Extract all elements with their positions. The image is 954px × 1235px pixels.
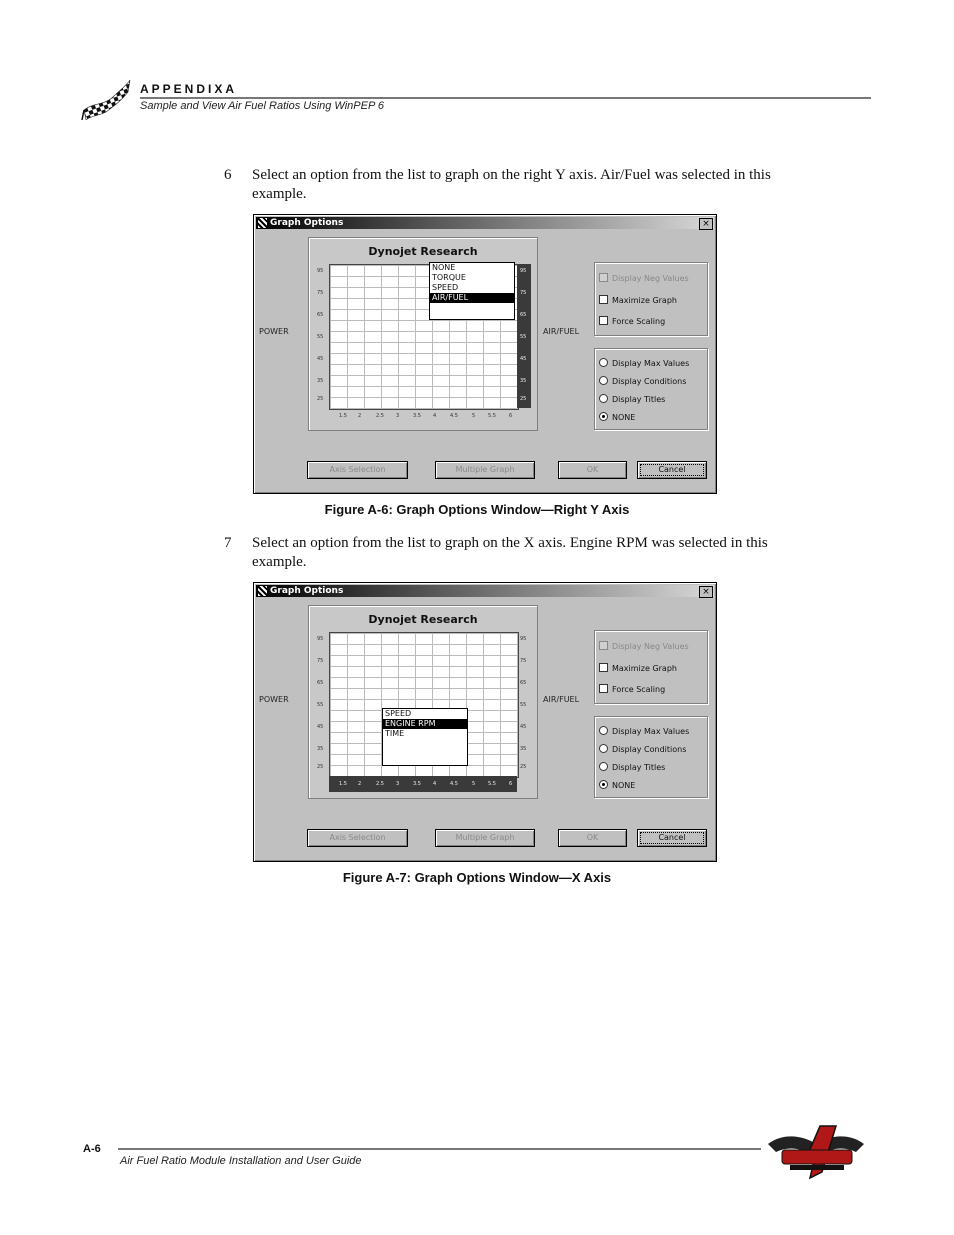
close-icon[interactable]: × xyxy=(699,218,713,230)
x-tick: 2.5 xyxy=(376,413,384,419)
force-scaling-checkbox[interactable]: Force Scaling xyxy=(599,316,665,326)
y-axis-right xyxy=(517,632,531,776)
x-tick: 2 xyxy=(358,413,362,419)
graph-options-group xyxy=(594,630,708,704)
graph-options-window-right-y xyxy=(253,214,717,494)
checkbox-icon xyxy=(599,663,608,672)
y-tick: 25 xyxy=(317,396,324,402)
right-axis-label: AIR/FUEL xyxy=(543,695,580,704)
checkbox-icon xyxy=(599,273,608,282)
y-tick: 75 xyxy=(317,658,324,664)
left-axis-label: POWER xyxy=(259,327,289,336)
x-tick: 4 xyxy=(433,781,437,787)
multiple-graph-button[interactable]: Multiple Graph xyxy=(435,461,535,479)
x-axis xyxy=(329,410,517,422)
y-tick: 65 xyxy=(317,312,324,318)
y-tick: 35 xyxy=(317,746,324,752)
axis-selection-button[interactable]: Axis Selection xyxy=(307,829,408,847)
x-tick: 5 xyxy=(472,781,476,787)
list-item[interactable]: TORQUE xyxy=(432,273,466,282)
y-tick: 25 xyxy=(317,764,324,770)
display-neg-values-checkbox[interactable]: Display Neg Values xyxy=(599,273,689,283)
footer-title: Air Fuel Ratio Module Installation and User Guide xyxy=(120,1155,362,1167)
x-tick: 4 xyxy=(433,413,437,419)
y-tick: 45 xyxy=(317,356,324,362)
checkbox-icon xyxy=(599,316,608,325)
y-tick: 95 xyxy=(317,268,324,274)
none-radio[interactable]: NONE xyxy=(599,412,635,422)
display-conditions-radio[interactable]: Display Conditions xyxy=(599,376,686,386)
maximize-graph-checkbox[interactable]: Maximize Graph xyxy=(599,295,677,305)
graph-title: Dynojet Research xyxy=(368,613,478,626)
display-max-values-radio[interactable]: Display Max Values xyxy=(599,358,689,368)
y-tick: 75 xyxy=(520,290,527,296)
y-tick: 65 xyxy=(317,680,324,686)
cancel-button[interactable]: Cancel xyxy=(637,461,707,479)
y-tick: 95 xyxy=(317,636,324,642)
axis-option-list[interactable] xyxy=(429,262,515,320)
force-scaling-checkbox[interactable]: Force Scaling xyxy=(599,684,665,694)
x-tick: 5 xyxy=(472,413,476,419)
step-text: Select an option from the list to graph on the X axis. Engine RPM was selected in this example. xyxy=(252,535,768,570)
graph-preview xyxy=(308,237,538,431)
radio-icon xyxy=(599,726,608,735)
y-tick: 25 xyxy=(520,764,527,770)
graph-preview xyxy=(308,605,538,799)
header-section: APPENDIXA xyxy=(140,82,238,96)
y-tick: 55 xyxy=(520,702,527,708)
x-tick: 6 xyxy=(509,413,513,419)
checkbox-icon xyxy=(599,295,608,304)
step-number: 6 xyxy=(224,167,232,183)
header-subtitle: Sample and View Air Fuel Ratios Using WinPEP 6 xyxy=(140,100,385,112)
x-axis-selected[interactable] xyxy=(329,776,517,792)
display-titles-radio[interactable]: Display Titles xyxy=(599,762,665,772)
x-tick: 3 xyxy=(396,781,400,787)
radio-icon xyxy=(599,376,608,385)
graph-title: Dynojet Research xyxy=(368,245,478,258)
x-tick: 5.5 xyxy=(488,781,496,787)
graph-options-window-x-axis xyxy=(253,582,717,862)
axis-selection-button[interactable]: Axis Selection xyxy=(307,461,408,479)
cancel-button[interactable]: Cancel xyxy=(637,829,707,847)
list-item-selected[interactable]: AIR/FUEL xyxy=(430,293,514,303)
radio-selected-icon xyxy=(599,780,608,789)
y-tick: 75 xyxy=(317,290,324,296)
y-tick: 75 xyxy=(520,658,527,664)
y-tick: 45 xyxy=(520,724,527,730)
x-tick: 4.5 xyxy=(450,413,458,419)
right-axis-label: AIR/FUEL xyxy=(543,327,580,336)
y-axis-left xyxy=(317,632,329,776)
window-titlebar xyxy=(256,585,714,597)
header-rule xyxy=(140,97,871,99)
checkbox-icon xyxy=(599,641,608,650)
radio-icon xyxy=(599,394,608,403)
y-axis-left xyxy=(317,264,329,408)
y-tick: 55 xyxy=(520,334,527,340)
y-tick: 35 xyxy=(317,378,324,384)
app-icon xyxy=(258,586,267,596)
x-tick: 3 xyxy=(396,413,400,419)
app-icon xyxy=(258,218,267,228)
y-tick: 55 xyxy=(317,702,324,708)
y-tick: 95 xyxy=(520,268,527,274)
display-options-group xyxy=(594,716,708,798)
axis-option-list[interactable] xyxy=(382,708,468,766)
list-item[interactable]: SPEED xyxy=(385,709,412,718)
y-tick: 25 xyxy=(520,396,527,402)
list-item[interactable]: TIME xyxy=(385,729,405,738)
ok-button[interactable]: OK xyxy=(558,829,627,847)
figure-caption: Figure A-6: Graph Options Window—Right Y Axis xyxy=(324,502,630,517)
x-tick: 1.5 xyxy=(339,781,347,787)
x-tick: 3.5 xyxy=(413,413,421,419)
maximize-graph-checkbox[interactable]: Maximize Graph xyxy=(599,663,677,673)
y-axis-right-selected[interactable] xyxy=(517,264,531,408)
y-tick: 45 xyxy=(520,356,527,362)
radio-icon xyxy=(599,762,608,771)
y-tick: 55 xyxy=(317,334,324,340)
x-tick: 3.5 xyxy=(413,781,421,787)
display-conditions-radio[interactable]: Display Conditions xyxy=(599,744,686,754)
ok-button[interactable]: OK xyxy=(558,461,627,479)
y-tick: 35 xyxy=(520,746,527,752)
list-item-selected[interactable]: ENGINE RPM xyxy=(383,719,467,729)
page-number: A-6 xyxy=(83,1143,101,1155)
step-number: 7 xyxy=(224,535,232,551)
display-options-group xyxy=(594,348,708,430)
y-tick: 45 xyxy=(317,724,324,730)
y-tick: 95 xyxy=(520,636,527,642)
y-tick: 65 xyxy=(520,680,527,686)
figure-caption: Figure A-7: Graph Options Window—X Axis xyxy=(342,870,612,885)
x-tick: 2 xyxy=(358,781,362,787)
dynojet-logo-icon xyxy=(764,1122,868,1180)
close-icon[interactable]: × xyxy=(699,586,713,598)
display-titles-radio[interactable]: Display Titles xyxy=(599,394,665,404)
left-axis-label: POWER xyxy=(259,695,289,704)
x-tick: 2.5 xyxy=(376,781,384,787)
list-item[interactable]: NONE xyxy=(432,263,456,272)
x-tick: 4.5 xyxy=(450,781,458,787)
display-max-values-radio[interactable]: Display Max Values xyxy=(599,726,689,736)
step-text: Select an option from the list to graph on the right Y axis. Air/Fuel was selected in this example. xyxy=(252,167,771,202)
multiple-graph-button[interactable]: Multiple Graph xyxy=(435,829,535,847)
window-titlebar xyxy=(256,217,714,229)
window-title: Graph Options xyxy=(270,586,344,596)
radio-icon xyxy=(599,358,608,367)
y-tick: 35 xyxy=(520,378,527,384)
x-tick: 6 xyxy=(509,781,513,787)
checkbox-icon xyxy=(599,684,608,693)
none-radio[interactable]: NONE xyxy=(599,780,635,790)
radio-selected-icon xyxy=(599,412,608,421)
footer-rule xyxy=(118,1148,761,1150)
list-item[interactable]: SPEED xyxy=(432,283,459,292)
x-tick: 5.5 xyxy=(488,413,496,419)
window-title: Graph Options xyxy=(270,218,344,228)
x-tick: 1.5 xyxy=(339,413,347,419)
graph-options-group xyxy=(594,262,708,336)
checkered-flag-icon xyxy=(80,76,132,120)
display-neg-values-checkbox[interactable]: Display Neg Values xyxy=(599,641,689,651)
y-tick: 65 xyxy=(520,312,527,318)
radio-icon xyxy=(599,744,608,753)
